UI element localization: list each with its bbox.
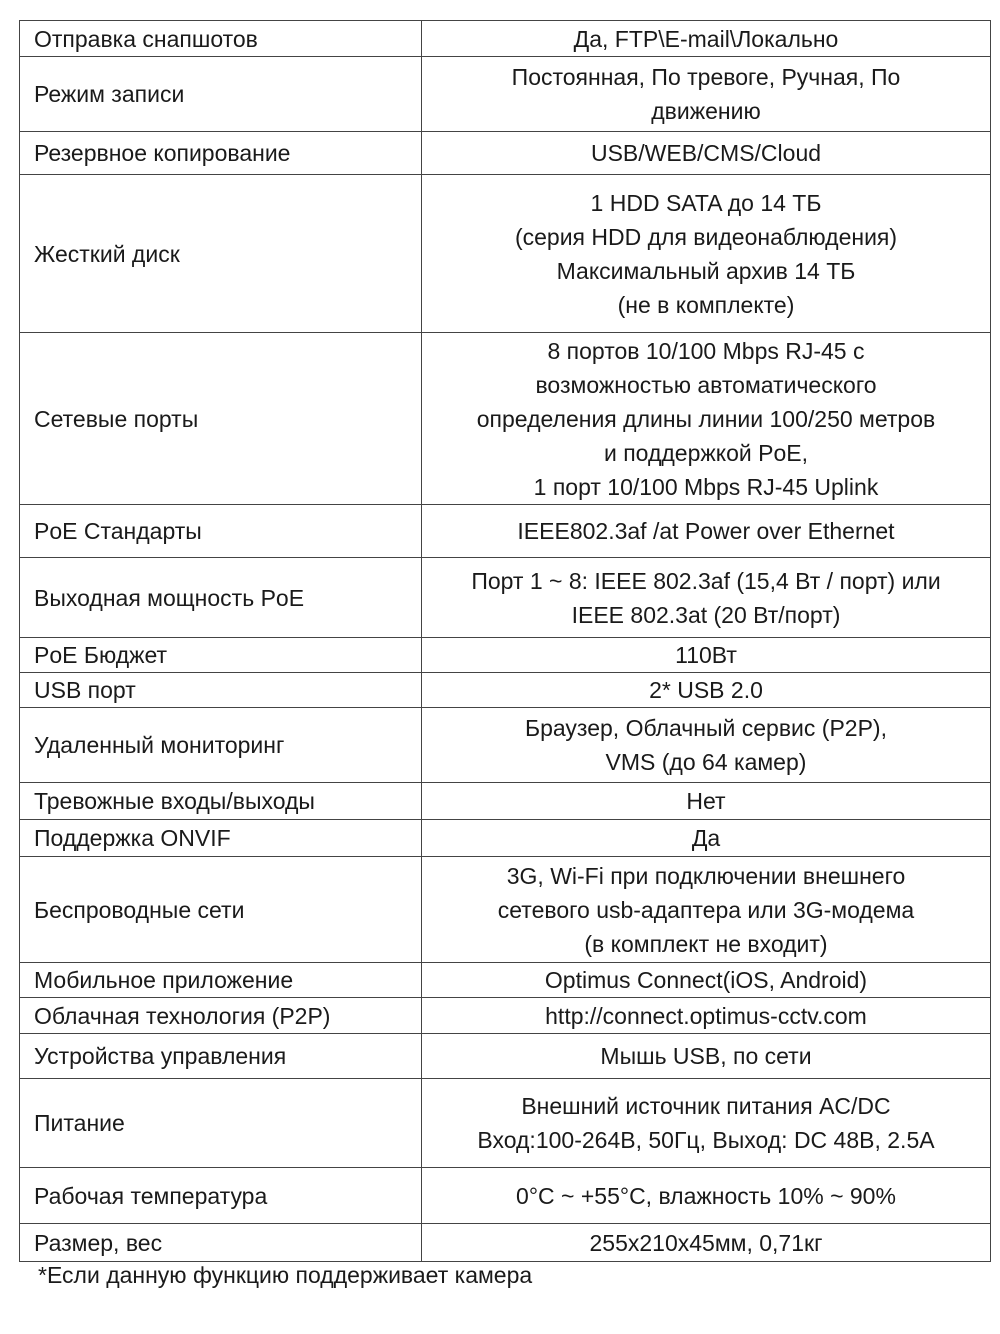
footnote: *Если данную функцию поддерживает камера — [38, 1262, 533, 1288]
row-value: Браузер, Облачный сервис (P2P), VMS (до 64 камер) — [422, 708, 991, 783]
row-label: Тревожные входы/выходы — [20, 783, 422, 820]
row-label: USB порт — [20, 673, 422, 708]
row-value: 110Вт — [422, 638, 991, 673]
table-row — [20, 638, 991, 673]
row-label: Поддержка ONVIF — [20, 820, 422, 857]
row-label: Удаленный мониторинг — [20, 708, 422, 783]
table-row — [20, 673, 991, 708]
row-value: Да — [422, 820, 991, 857]
table-row — [20, 175, 991, 333]
row-label: Питание — [20, 1079, 422, 1168]
row-value: 2* USB 2.0 — [422, 673, 991, 708]
row-value: Внешний источник питания AC/DC Вход:100-264В, 50Гц, Выход: DC 48В, 2.5А — [422, 1079, 991, 1168]
table-row — [20, 558, 991, 638]
row-value: http://connect.optimus-cctv.com — [422, 998, 991, 1034]
table-row — [20, 857, 991, 963]
row-value: IEEE802.3af /at Power over Ethernet — [422, 505, 991, 558]
row-label: Беспроводные сети — [20, 857, 422, 963]
table-row — [20, 998, 991, 1034]
row-value: 255x210x45мм, 0,71кг — [422, 1224, 991, 1262]
row-label: PoE Бюджет — [20, 638, 422, 673]
row-value: 1 HDD SATA до 14 ТБ (серия HDD для видеонаблюдения) Максимальный архив 14 ТБ (не в комплекте) — [422, 175, 991, 333]
table-row — [20, 505, 991, 558]
row-label: Отправка снапшотов — [20, 21, 422, 57]
row-value: Мышь USB, по сети — [422, 1034, 991, 1079]
row-label: Устройства управления — [20, 1034, 422, 1079]
row-label: Размер, вес — [20, 1224, 422, 1262]
table-row — [20, 708, 991, 783]
row-value: Да, FTP\E-mail\Локально — [422, 21, 991, 57]
table-row — [20, 333, 991, 505]
row-value: Optimus Connect(iOS, Android) — [422, 963, 991, 998]
row-label: Резервное копирование — [20, 132, 422, 175]
row-value: Постоянная, По тревоге, Ручная, По движению — [422, 57, 991, 132]
row-label: Выходная мощность PoE — [20, 558, 422, 638]
table-row — [20, 783, 991, 820]
table-row — [20, 1168, 991, 1224]
row-value: 8 портов 10/100 Mbps RJ-45 с возможностью автоматического определения длины линии 100/250 метров и поддержкой PoE, 1 порт 10/100 Mbps RJ-45 Uplink — [422, 333, 991, 505]
row-label: PoE Стандарты — [20, 505, 422, 558]
row-label: Сетевые порты — [20, 333, 422, 505]
table-row — [20, 820, 991, 857]
table-row — [20, 1034, 991, 1079]
row-label: Режим записи — [20, 57, 422, 132]
row-value: Порт 1 ~ 8: IEEE 802.3af (15,4 Вт / порт) или IEEE 802.3at (20 Вт/порт) — [422, 558, 991, 638]
row-label: Облачная технология (P2P) — [20, 998, 422, 1034]
table-row — [20, 1079, 991, 1168]
table-row — [20, 21, 991, 57]
table-row — [20, 57, 991, 132]
row-value: 0°C ~ +55°C, влажность 10% ~ 90% — [422, 1168, 991, 1224]
table-row — [20, 132, 991, 175]
row-label: Рабочая температура — [20, 1168, 422, 1224]
table-row — [20, 963, 991, 998]
row-label: Мобильное приложение — [20, 963, 422, 998]
row-label: Жесткий диск — [20, 175, 422, 333]
row-value: Нет — [422, 783, 991, 820]
spec-table — [19, 20, 991, 1262]
row-value: 3G, Wi-Fi при подключении внешнего сетевого usb-адаптера или 3G-модема (в комплект не входит) — [422, 857, 991, 963]
table-row — [20, 1224, 991, 1262]
row-value: USB/WEB/CMS/Cloud — [422, 132, 991, 175]
